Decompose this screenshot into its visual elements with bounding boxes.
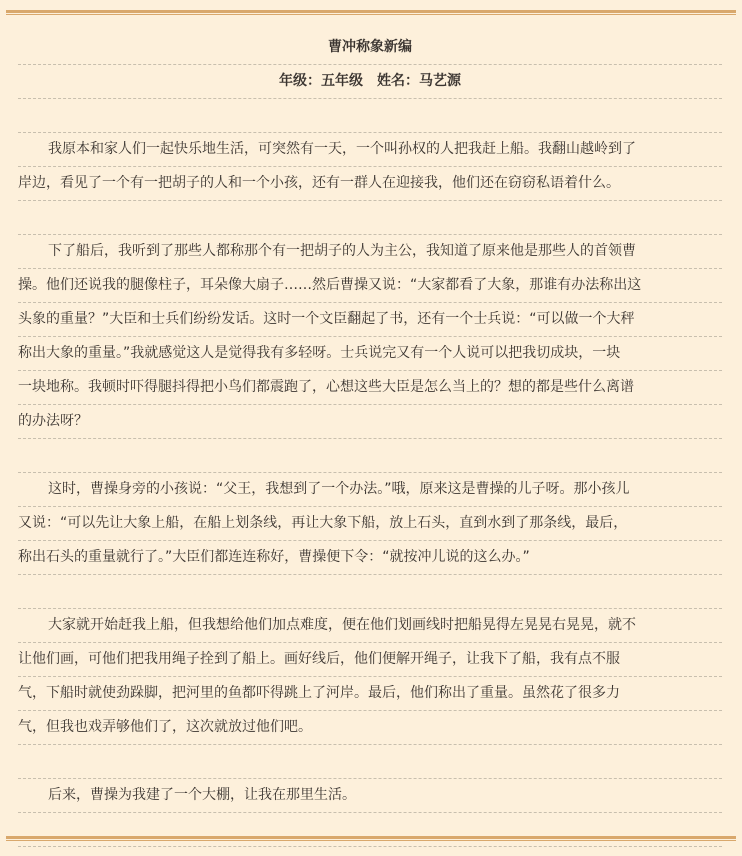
paper-line: 让他们画，可他们把我用绳子拴到了船上。画好线后，他们便解开绳子，让我下了船，我有点不服: [18, 643, 722, 677]
essay-meta: 年级：五年级 姓名：马艺源: [18, 65, 722, 99]
paper-line: 下了船后，我听到了那些人都称那个有一把胡子的人为主公，我知道了原来他是那些人的首领曹: [18, 235, 722, 269]
paper-line: 岸边，看见了一个有一把胡子的人和一个小孩，还有一群人在迎接我，他们还在窃窃私语着什么。: [18, 167, 722, 201]
paper-line: 后来，曹操为我建了一个大棚，让我在那里生活。: [18, 779, 722, 813]
paper-line: [18, 99, 722, 133]
paper-line: [18, 745, 722, 779]
paper-line: 又说：“可以先让大象上船，在船上划条线，再让大象下船，放上石头，直到水到了那条线，最后，: [18, 507, 722, 541]
paper-line: 的办法呀？: [18, 405, 722, 439]
paper-line: [18, 201, 722, 235]
essay-title: 曹冲称象新编: [18, 31, 722, 65]
top-border: [6, 10, 736, 16]
bottom-border: [6, 836, 736, 842]
paper-line: [18, 439, 722, 473]
paper-line: 我原本和家人们一起快乐地生活，可突然有一天，一个叫孙权的人把我赶上船。我翻山越岭到了: [18, 133, 722, 167]
paper-line: 气，下船时就使劲跺脚，把河里的鱼都吓得跳上了河岸。最后，他们称出了重量。虽然花了很多力: [18, 677, 722, 711]
paper-line: 操。他们还说我的腿像柱子，耳朵像大扇子……然后曹操又说：“大家都看了大象，那谁有办法称出这: [18, 269, 722, 303]
paper-line: 称出石头的重量就行了。”大臣们都连连称好，曹操便下令：“就按冲儿说的这么办。”: [18, 541, 722, 575]
lined-paper: [18, 31, 722, 834]
paper-line: [18, 575, 722, 609]
paper-line: 头象的重量？”大臣和士兵们纷纷发话。这时一个文臣翻起了书，还有一个士兵说：“可以做一个大秤: [18, 303, 722, 337]
paper-line: 一块地称。我顿时吓得腿抖得把小鸟们都震跑了，心想这些大臣是怎么当上的？想的都是些什么离谱: [18, 371, 722, 405]
paper-line: 大家就开始赶我上船，但我想给他们加点难度，便在他们划画线时把船晃得左晃晃右晃晃，就不: [18, 609, 722, 643]
paper-line: 气，但我也戏弄够他们了，这次就放过他们吧。: [18, 711, 722, 745]
paper-line: 这时，曹操身旁的小孩说：“父王，我想到了一个办法。”哦，原来这是曹操的儿子呀。那小孩儿: [18, 473, 722, 507]
paper-line: 称出大象的重量。”我就感觉这人是觉得我有多轻呀。士兵说完又有一个人说可以把我切成块，一块: [18, 337, 722, 371]
